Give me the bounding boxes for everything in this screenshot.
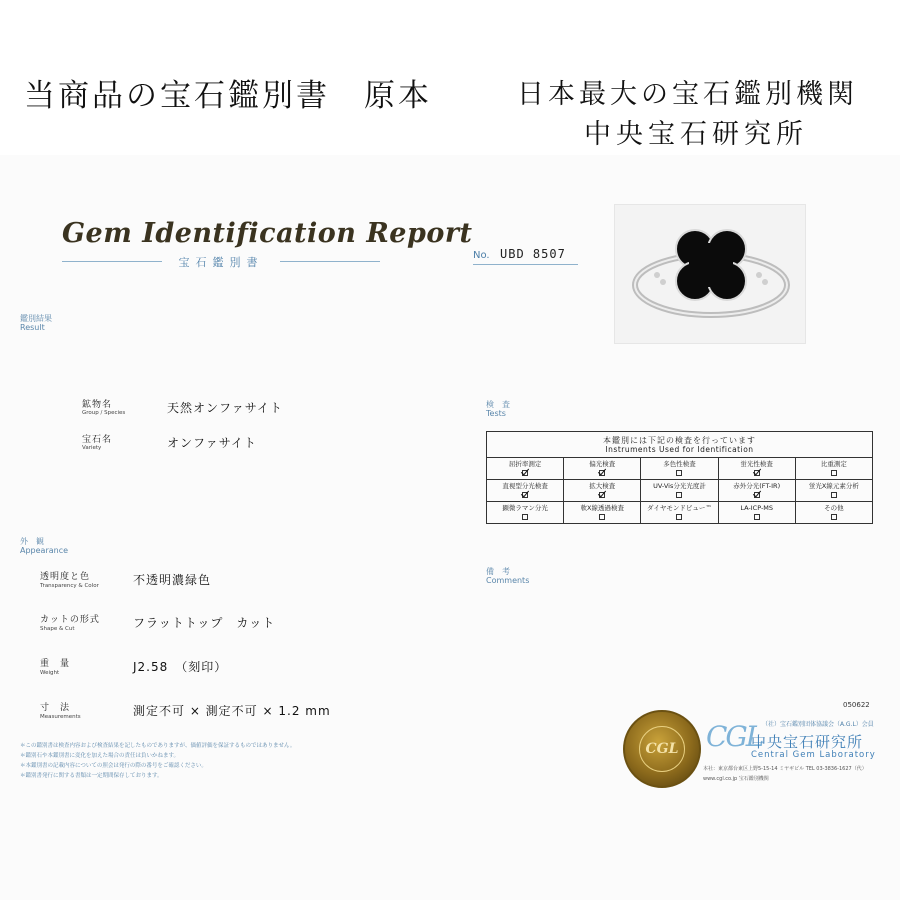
cut-label-en: Shape & Cut: [40, 626, 75, 632]
instrument-cell: [641, 502, 718, 524]
instrument-label: その他: [824, 503, 844, 512]
instruments-header-row: [487, 432, 873, 458]
appearance-label-jp: 外 観: [20, 537, 44, 546]
instrument-label: 拡大検査: [589, 481, 616, 490]
tests-section-label: [486, 400, 510, 418]
color-label-en: Transparency & Color: [40, 583, 99, 589]
seal-text: CGL: [639, 726, 685, 772]
unchecked-box-icon: [754, 514, 760, 520]
address-line: 本社：東京都台東区上野5-15-14 ミヤギビル TEL 03-3836-1627（代）: [703, 766, 867, 772]
association-text: （社）宝石鑑別団体協議会（A.G.L）会員: [762, 721, 874, 728]
banner-right-line1: 日本最大の宝石鑑別機関: [517, 79, 858, 110]
instruments-row-1: [487, 458, 873, 480]
instrument-cell: [641, 480, 718, 502]
comments-section-label: [486, 567, 529, 585]
checked-box-icon: [599, 470, 605, 476]
instrument-label: 蛍光X線元素分析: [808, 481, 859, 490]
comments-label-jp: 備 考: [486, 567, 510, 576]
instrument-label: UV-Vis分光光度計: [653, 481, 706, 490]
document-code: 050622: [843, 701, 870, 709]
weight-label-en: Weight: [40, 670, 60, 676]
appearance-label-en: Appearance: [20, 546, 69, 555]
unchecked-box-icon: [831, 514, 837, 520]
unchecked-box-icon: [831, 492, 837, 498]
instrument-label: 比重測定: [820, 459, 847, 468]
note-line: ＊この鑑別書は検査内容および検査結果を記したものでありますが、価値評価を保証するものではありません。: [20, 743, 296, 749]
unchecked-box-icon: [522, 514, 528, 520]
address-line: www.cgl.co.jp 宝石鑑別機関: [703, 776, 769, 782]
instrument-cell: [564, 458, 641, 480]
cut-label: カットの形式: [40, 615, 100, 625]
variety-label-en: Variety: [82, 445, 102, 451]
unchecked-box-icon: [676, 470, 682, 476]
unchecked-box-icon: [676, 492, 682, 498]
note-line: ＊本鑑別書の記載内容についての照会は発行の際の番号をご確認ください。: [20, 763, 207, 769]
instrument-label: 赤外分光(FT-IR): [733, 481, 781, 490]
banner-left-title: 当商品の宝石鑑別書 原本: [24, 78, 432, 114]
checked-box-icon: [599, 492, 605, 498]
report-title: Gem Identification Report: [62, 218, 473, 249]
measurements-label: 寸 法: [40, 703, 71, 713]
report-subtitle: 宝石鑑別書: [62, 254, 380, 270]
instrument-cell: [487, 458, 564, 480]
instrument-cell: [718, 480, 795, 502]
instruments-header: [487, 432, 873, 458]
unchecked-box-icon: [676, 514, 682, 520]
tests-label-en: Tests: [486, 409, 506, 418]
instruments-table: [486, 431, 873, 524]
instrument-cell: [564, 502, 641, 524]
instruments-row-2: [487, 480, 873, 502]
lab-name-en: Central Gem Laboratory: [751, 750, 876, 760]
instrument-label: 多色性検査: [663, 459, 696, 468]
note-line: ＊鑑別石や本鑑別書に変化を加えた場合の責任は負いかねます。: [20, 753, 180, 759]
variety-label: 宝石名: [82, 435, 113, 445]
unchecked-box-icon: [831, 470, 837, 476]
tests-label-jp: 検 査: [486, 400, 510, 409]
color-label: 透明度と色: [40, 572, 91, 582]
lab-address: [703, 764, 867, 784]
instrument-cell: [795, 458, 872, 480]
instrument-label: 直視型分光検査: [502, 481, 548, 490]
instrument-label: 軟X線透過検査: [580, 503, 624, 512]
instrument-cell: [795, 480, 872, 502]
ring-photo: [614, 204, 806, 344]
instruments-header-en: Instruments Used for Identification: [605, 444, 754, 454]
instruments-header-jp: 本鑑別には下記の検査を行っています: [603, 435, 756, 445]
color-value: 不透明濃緑色: [133, 573, 212, 587]
cgl-logo-icon: CGL: [706, 720, 763, 753]
instrument-cell: [718, 458, 795, 480]
measurements-value: 測定不可 × 測定不可 × 1.2 mm: [133, 704, 331, 718]
instrument-cell: [487, 480, 564, 502]
weight-value: J2.58 （刻印）: [133, 660, 228, 674]
result-label-en: Result: [20, 323, 45, 332]
instruments-row-3: [487, 502, 873, 524]
lab-name-jp: 中央宝石研究所: [751, 733, 864, 751]
instrument-label: LA-ICP-MS: [740, 503, 774, 512]
instrument-cell: [718, 502, 795, 524]
notes-block: [20, 741, 295, 781]
instrument-cell: [487, 502, 564, 524]
appearance-section-label: [20, 537, 68, 555]
measurements-label-en: Measurements: [40, 714, 81, 720]
instrument-label: 蛍光性検査: [740, 459, 773, 468]
result-section-label: [20, 314, 52, 332]
comments-label-en: Comments: [486, 576, 530, 585]
cut-value: フラットトップ カット: [133, 616, 276, 630]
banner-right-line2: 中央宝石研究所: [584, 119, 808, 150]
variety-value: オンファサイト: [167, 436, 257, 450]
report-number-underline: [473, 264, 578, 265]
ring-image: [615, 205, 807, 345]
weight-label: 重 量: [40, 659, 71, 669]
species-value: 天然オンファサイト: [167, 401, 283, 415]
instrument-cell: [564, 480, 641, 502]
checked-box-icon: [522, 470, 528, 476]
instrument-cell: [641, 458, 718, 480]
instrument-label: 偏光検査: [589, 459, 616, 468]
checked-box-icon: [754, 470, 760, 476]
result-label-jp: 鑑別結果: [20, 314, 52, 323]
checked-box-icon: [754, 492, 760, 498]
species-label-en: Group / Species: [82, 410, 126, 416]
note-line: ＊鑑別書発行に関する書類は一定期間保存しております。: [20, 773, 163, 779]
instrument-label: 顕微ラマン分光: [502, 503, 548, 512]
instrument-label: ダイヤモンドビュー™: [647, 503, 712, 512]
unchecked-box-icon: [599, 514, 605, 520]
report-number-value: UBD 8507: [500, 247, 566, 261]
species-label: 鉱物名: [82, 400, 113, 410]
report-number-label: No.: [473, 250, 490, 261]
instrument-label: 屈折率測定: [508, 459, 542, 468]
checked-box-icon: [522, 492, 528, 498]
gold-seal-icon: [623, 710, 701, 788]
instrument-cell: [795, 502, 872, 524]
